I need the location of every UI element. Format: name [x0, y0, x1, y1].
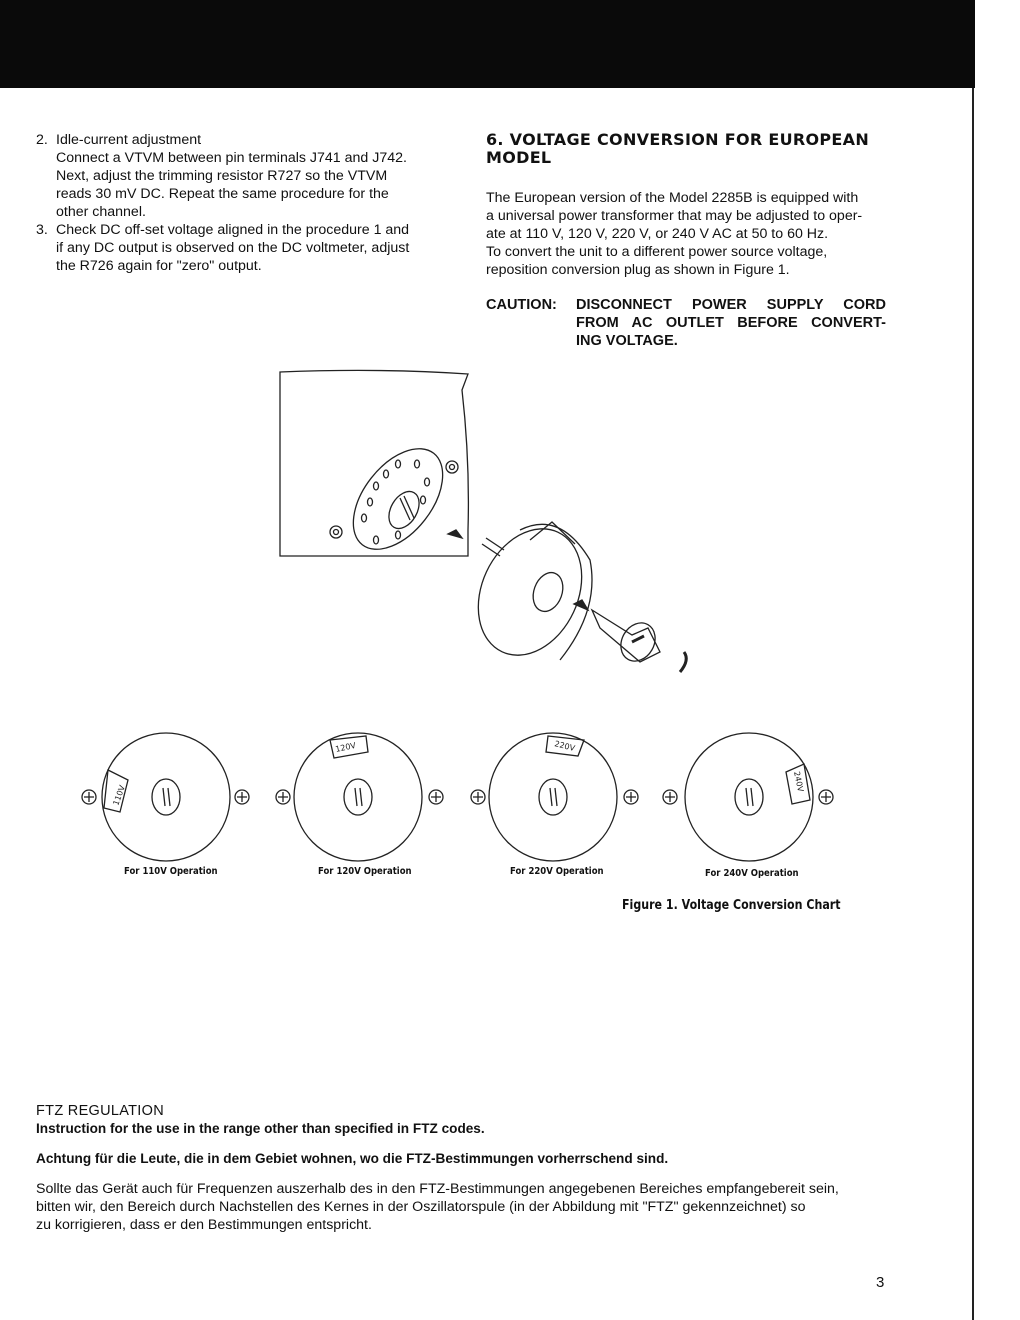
page-edge-line — [972, 88, 974, 1320]
plug-caption-110v: For 110V Operation — [124, 866, 218, 877]
para-line: a universal power transformer that may be adjusted to oper- — [486, 208, 863, 224]
page-number: 3 — [876, 1274, 885, 1291]
adjustment-steps — [36, 131, 436, 275]
ftz-heading: FTZ REGULATION — [36, 1103, 164, 1119]
plug-position-110v — [82, 733, 249, 861]
step-line: other channel. — [56, 204, 146, 220]
caution-label: CAUTION: — [486, 297, 557, 313]
para-line: reposition conversion plug as shown in Figure 1. — [486, 262, 790, 278]
screw-icon — [330, 526, 342, 538]
step-line: Next, adjust the trimming resistor R727 so the VTVM — [56, 168, 388, 184]
plug-position-120v — [276, 733, 443, 861]
plug-tab-label: 240V — [792, 770, 806, 793]
para-line: To convert the unit to a different power source voltage, — [486, 244, 828, 260]
step-line: if any DC output is observed on the DC voltmeter, adjust — [56, 240, 410, 256]
ftz-achtung: Achtung für die Leute, die in dem Gebiet wohnen, wo die FTZ-Bestimmungen vorherrschend sind. — [36, 1151, 669, 1166]
caution-block — [486, 296, 886, 350]
step-number: 3. — [36, 222, 48, 238]
plug-position-220v — [471, 733, 638, 861]
step-line: reads 30 mV DC. Repeat the same procedure for the — [56, 186, 389, 202]
ftz-line: zu korrigieren, dass er den Bestimmungen entspricht. — [36, 1217, 372, 1233]
para-line: The European version of the Model 2285B is equipped with — [486, 190, 859, 206]
caution-line: ING VOLTAGE. — [576, 333, 678, 349]
step-number: 2. — [36, 132, 48, 148]
top-black-band — [0, 0, 975, 88]
step-3 — [36, 221, 436, 275]
ftz-paragraph — [36, 1180, 886, 1234]
voltage-conversion-figure — [0, 360, 972, 920]
voltage-selector-socket — [335, 432, 460, 565]
screw-icon — [446, 461, 458, 473]
figure-caption: Figure 1. Voltage Conversion Chart — [622, 898, 841, 913]
step-line: the R726 again for "zero" output. — [56, 258, 262, 274]
step-line: Connect a VTVM between pin terminals J741 and J742. — [56, 150, 407, 166]
left-column — [36, 131, 436, 275]
plug-tab-label: 120V — [334, 740, 357, 754]
caution-line: DISCONNECT POWER SUPPLY CORD — [576, 297, 886, 313]
right-column — [486, 131, 886, 350]
para-line: ate at 110 V, 120 V, 220 V, or 240 V AC at 50 to 60 Hz. — [486, 226, 829, 242]
plug-caption-120v: For 120V Operation — [318, 866, 412, 877]
plug-caption-240v: For 240V Operation — [705, 868, 799, 879]
ftz-line: Sollte das Gerät auch für Frequenzen auszerhalb des in den FTZ-Bestimmungen angegebenen Bereiches empfangebereit sein, — [36, 1181, 839, 1197]
chassis-panel — [280, 370, 468, 556]
arrow-icon — [448, 530, 462, 538]
plug-tab-label: 110V — [111, 784, 127, 807]
ftz-regulation-section — [36, 1102, 886, 1234]
section-heading: 6. VOLTAGE CONVERSION FOR EUROPEAN MODEL — [486, 130, 870, 167]
ftz-line: bitten wir, den Bereich durch Nachstellen des Kernes in der Oszillatorspule (in der Abbildung mit "FTZ" gekennzeichnet) so — [36, 1199, 806, 1215]
ftz-instruction: Instruction for the use in the range other than specified in FTZ codes. — [36, 1121, 485, 1136]
step-line: Check DC off-set voltage aligned in the procedure 1 and — [56, 222, 410, 238]
plug-position-240v — [663, 733, 833, 861]
conversion-plug-drawing — [459, 512, 687, 672]
step-line: Idle-current adjustment — [56, 132, 202, 148]
plug-tab-label: 220V — [553, 739, 576, 753]
caution-line: FROM AC OUTLET BEFORE CONVERT- — [576, 315, 886, 331]
step-2 — [36, 131, 436, 221]
voltage-conversion-paragraph — [486, 189, 886, 279]
plug-caption-220v: For 220V Operation — [510, 866, 604, 877]
